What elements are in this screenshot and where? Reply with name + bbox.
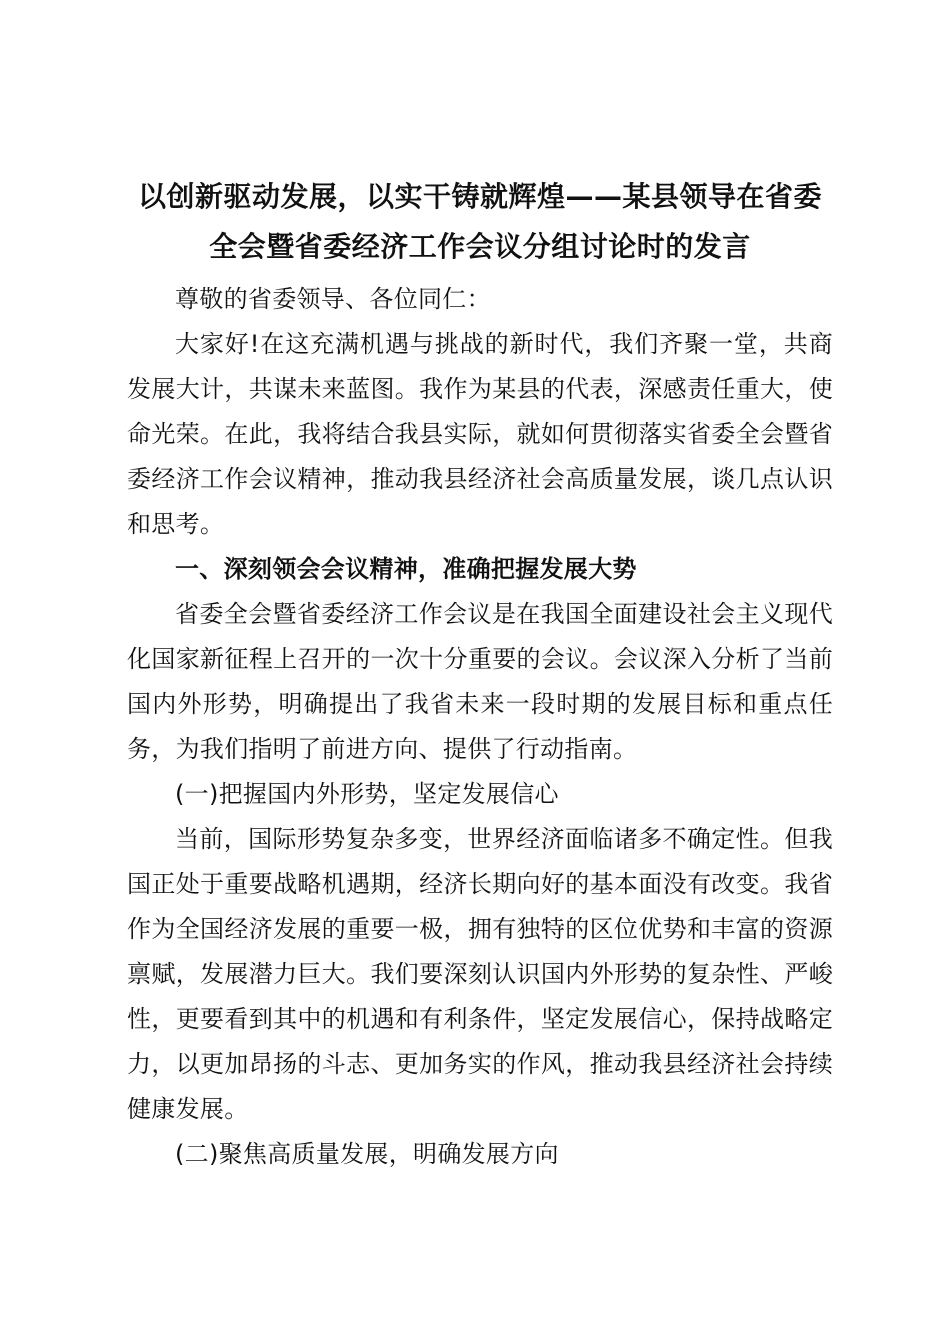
document-body bbox=[127, 277, 833, 1177]
intro-paragraph: 大家好!在这充满机遇与挑战的新时代，我们齐聚一堂，共商发展大计，共谋未来蓝图。我作为某县的代表，深感责任重大，使命光荣。在此，我将结合我县实际，就如何贯彻落实省委全会暨省委经济工作会议精神，推动我县经济社会高质量发展，谈几点认识和思考。 bbox=[127, 330, 834, 538]
subsection-2-heading: (二)聚焦高质量发展，明确发展方向 bbox=[175, 1140, 559, 1168]
subsection-1-heading: (一)把握国内外形势，坚定发展信心 bbox=[175, 780, 559, 808]
title-line-2: 全会暨省委经济工作会议分组讨论时的发言 bbox=[209, 230, 751, 263]
document-title bbox=[125, 172, 835, 272]
section-1-heading: 一、深刻领会会议精神，准确把握发展大势 bbox=[175, 555, 637, 583]
title-line-1: 以创新驱动发展，以实干铸就辉煌——某县领导在省委 bbox=[137, 180, 822, 213]
salutation: 尊敬的省委领导、各位同仁： bbox=[175, 285, 491, 313]
subsection-1-paragraph: 当前，国际形势复杂多变，世界经济面临诸多不确定性。但我国正处于重要战略机遇期，经济长期向好的基本面没有改变。我省作为全国经济发展的重要一极，拥有独特的区位优势和丰富的资源禀赋，发展潜力巨大。我们要深刻认识国内外形势的复杂性、严峻性，更要看到其中的机遇和有利条件，坚定发展信心，保持战略定力，以更加昂扬的斗志、更加务实的作风，推动我县经济社会持续健康发展。 bbox=[127, 825, 833, 1123]
section-1-paragraph: 省委全会暨省委经济工作会议是在我国全面建设社会主义现代化国家新征程上召开的一次十分重要的会议。会议深入分析了当前国内外形势，明确提出了我省未来一段时期的发展目标和重点任务，为我们指明了前进方向、提供了行动指南。 bbox=[127, 600, 833, 763]
